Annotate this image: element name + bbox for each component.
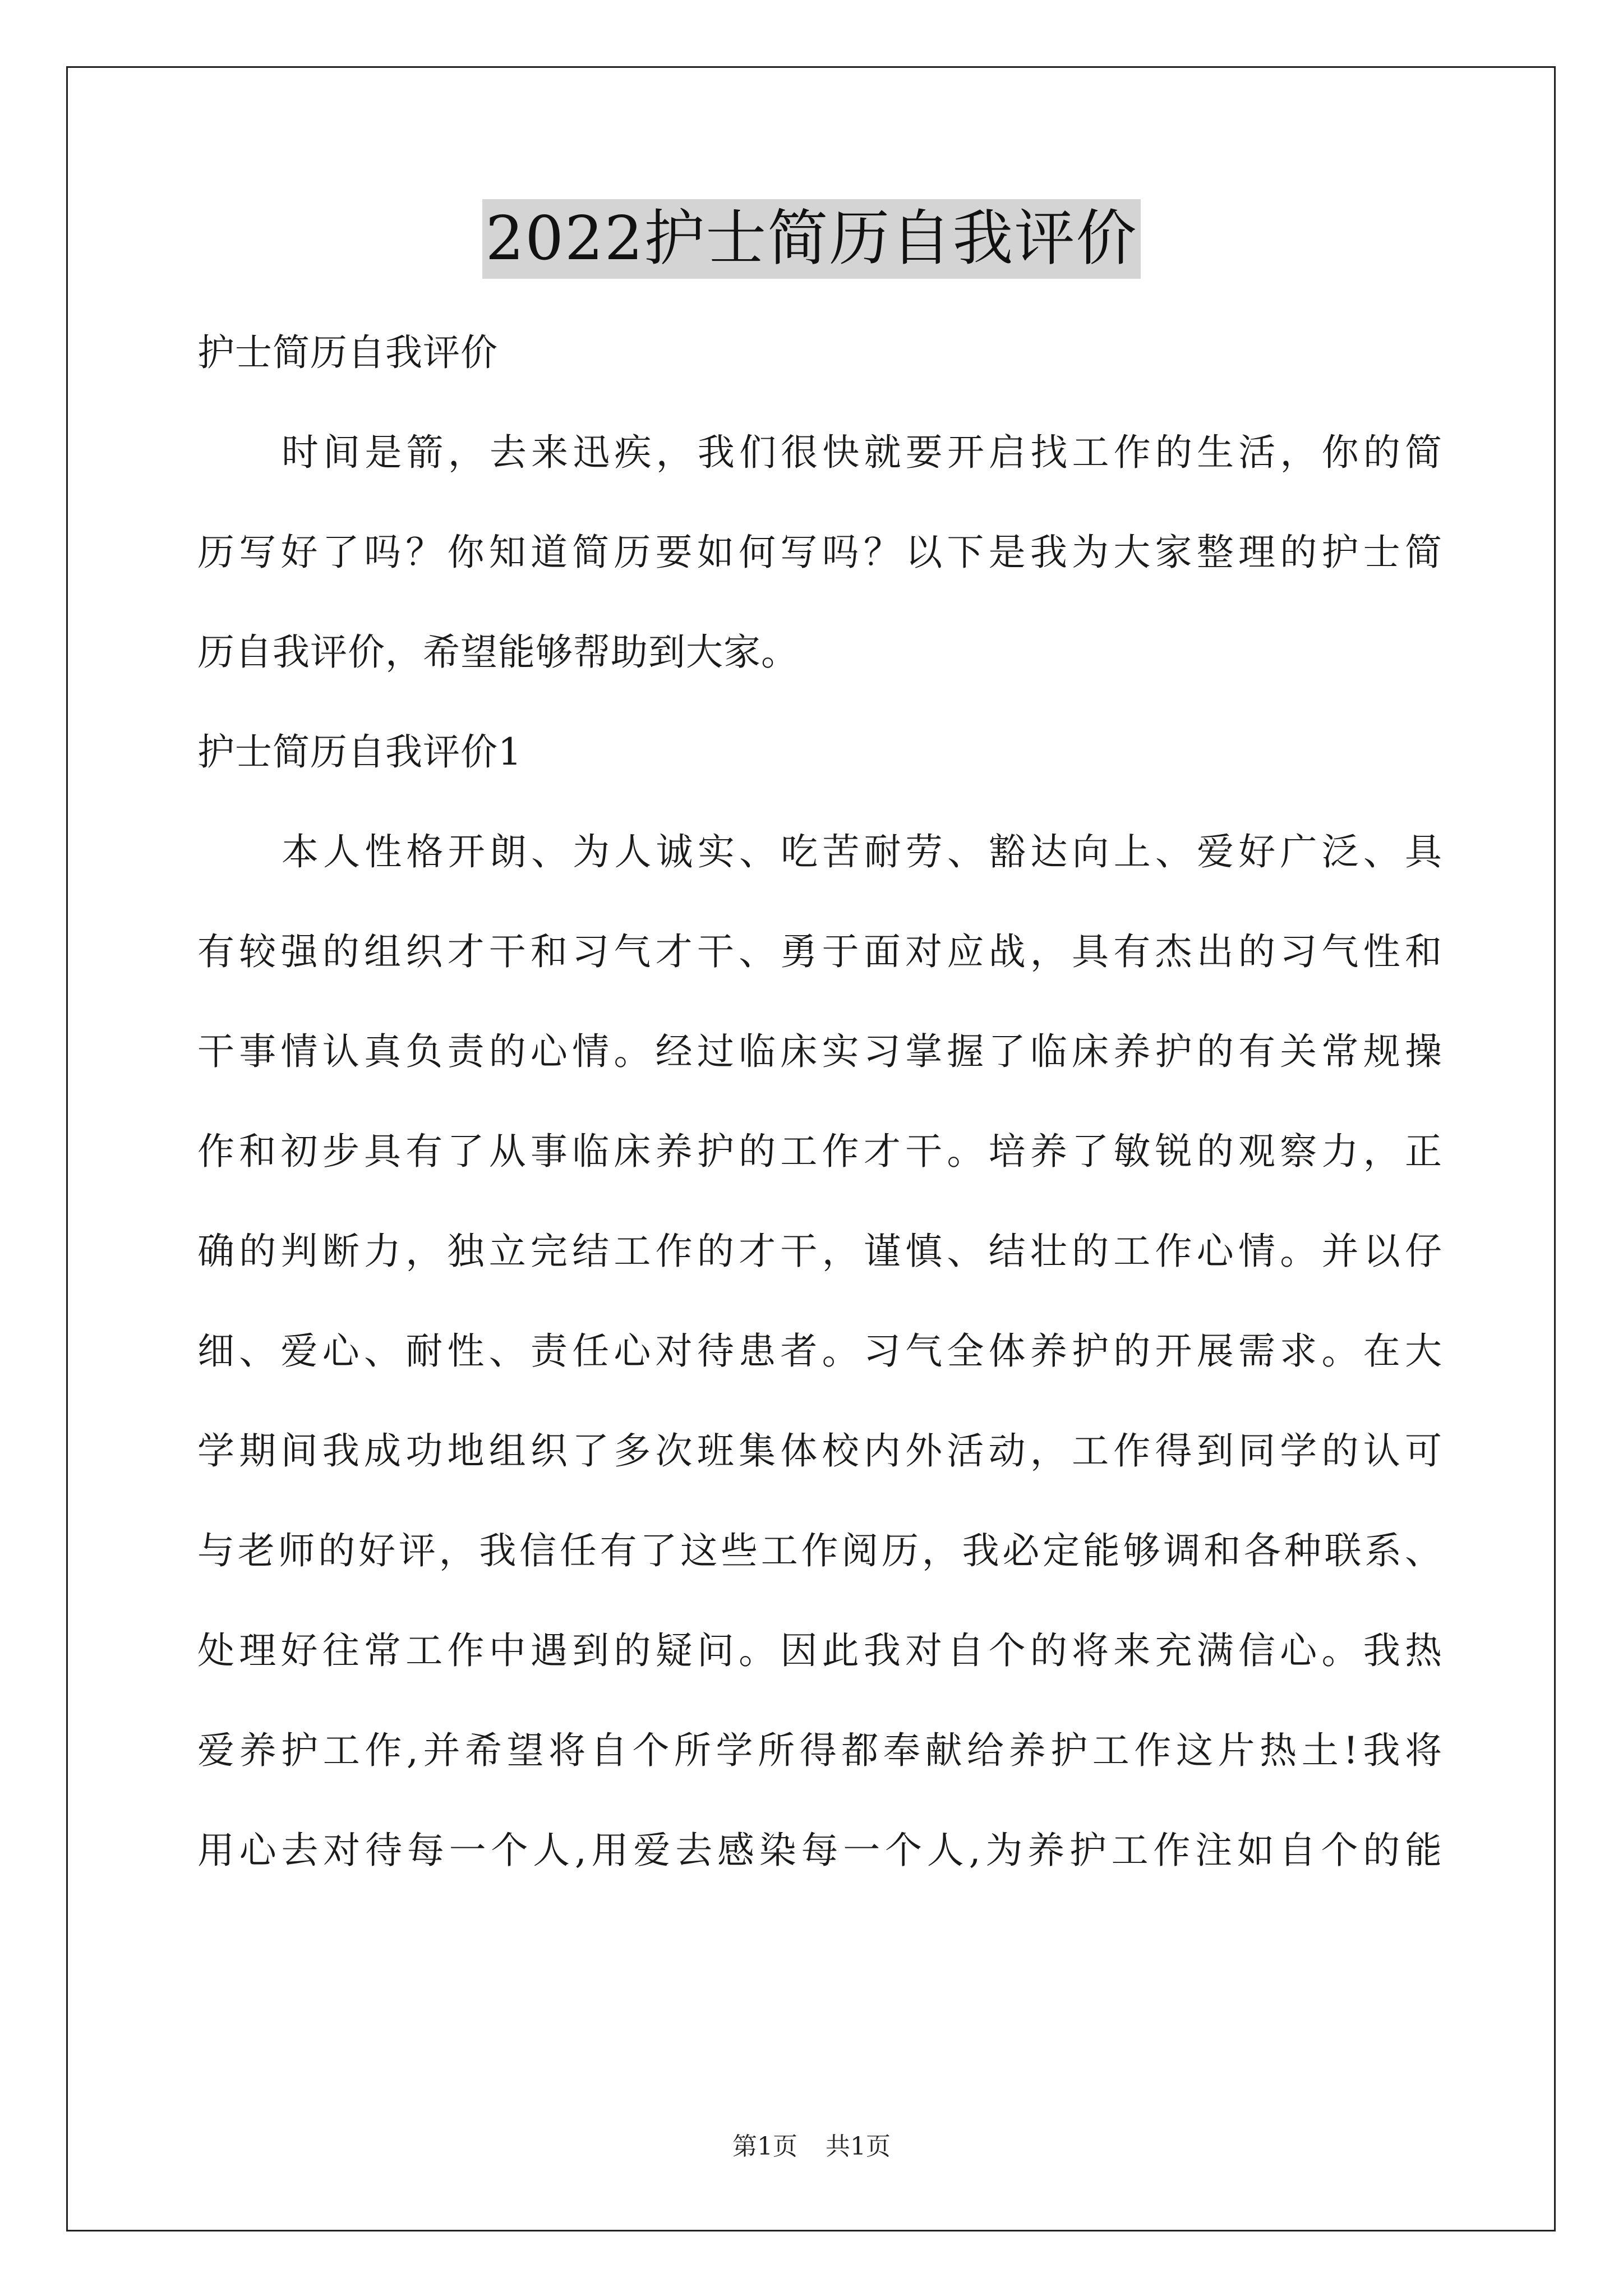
text-line: 干事情认真负责的心情。经过临床实习掌握了临床养护的有关常规操 bbox=[197, 1030, 1442, 1073]
section-heading: 护士简历自我评价1 bbox=[197, 730, 522, 774]
text-line: 本人性格开朗、为人诚实、吃苦耐劳、豁达向上、爱好广泛、具 bbox=[282, 830, 1442, 873]
text-line: 细、爱心、耐性、责任心对待患者。习气全体养护的开展需求。在大 bbox=[197, 1329, 1442, 1373]
text-line: 历自我评价，希望能够帮助到大家。 bbox=[197, 631, 799, 674]
document-body bbox=[197, 303, 1442, 1901]
title-container bbox=[0, 199, 1623, 279]
text-line: 学期间我成功地组织了多次班集体校内外活动，工作得到同学的认可 bbox=[197, 1429, 1442, 1473]
section-heading: 护士简历自我评价 bbox=[197, 331, 498, 374]
text-line: 确的判断力，独立完结工作的才干，谨慎、结壮的工作心情。并以仔 bbox=[197, 1230, 1442, 1273]
document-title: 2022护士简历自我评价 bbox=[482, 199, 1141, 279]
text-line: 作和初步具有了从事临床养护的工作才干。培养了敏锐的观察力，正 bbox=[197, 1130, 1442, 1173]
text-line: 爱养护工作,并希望将自个所学所得都奉献给养护工作这片热土!我将 bbox=[197, 1729, 1442, 1772]
text-line: 用心去对待每一个人,用爱去感染每一个人,为养护工作注如自个的能 bbox=[197, 1829, 1442, 1872]
page-footer bbox=[0, 2126, 1623, 2162]
text-line: 历写好了吗？你知道简历要如何写吗？以下是我为大家整理的护士简 bbox=[197, 531, 1442, 574]
text-line: 时间是箭，去来迅疾，我们很快就要开启找工作的生活，你的简 bbox=[282, 431, 1442, 474]
page-total: 共1页 bbox=[826, 2132, 891, 2161]
text-line: 与老师的好评，我信任有了这些工作阅历，我必定能够调和各种联系、 bbox=[197, 1529, 1442, 1572]
page-number: 第1页 bbox=[732, 2132, 797, 2161]
text-line: 处理好往常工作中遇到的疑问。因此我对自个的将来充满信心。我热 bbox=[197, 1629, 1442, 1672]
text-line: 有较强的组织才干和习气才干、勇于面对应战，具有杰出的习气性和 bbox=[197, 930, 1442, 973]
